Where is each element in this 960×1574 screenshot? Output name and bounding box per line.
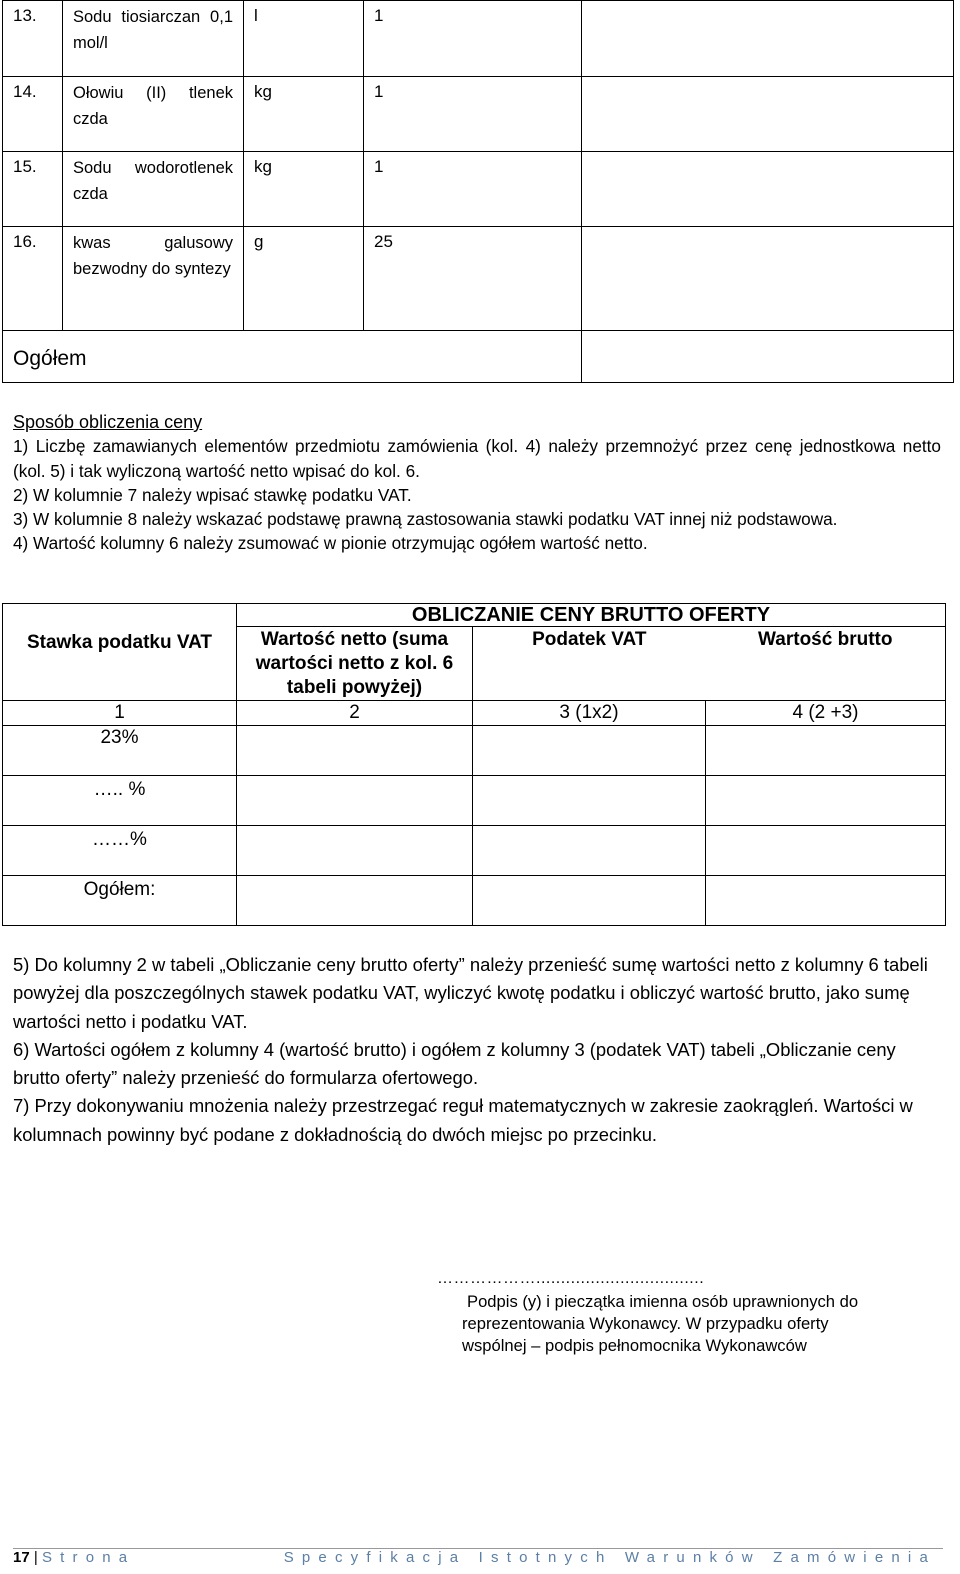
row-number: 16. [3,227,63,331]
note-item: 7) Przy dokonywaniu mnożenia należy przestrzegać reguł matematycznych w zakresie zaokrągleń. Wartości w kolumnach powinny być podane z dokładnością do dwóch miejsc po przecinku. [13,1095,913,1145]
document-title: Specyfikacja Istotnych Warunków Zamówienia [283,1549,936,1566]
item-unit: g [244,227,364,331]
vat-total-cell [473,876,706,926]
table-row [3,227,954,331]
column-numbers-row [3,701,946,726]
vat-rate: ……% [3,826,237,876]
item-name: Sodu tiosiarczan 0,1 mol/l [63,1,244,77]
item-unit: l [244,1,364,77]
header-gross-value: Wartość brutto [706,627,946,701]
table-row [3,152,954,227]
vat-amount-cell [473,726,706,776]
rule-item: 1) Liczbę zamawianych elementów przedmiotu zamówienia (kol. 4) należy przemnożyć przez cenę jednostkowa netto (kol. 5) i tak wyliczoną wartość netto wpisać do kol. 6. [13,436,941,481]
rule-item: 3) W kolumnie 8 należy wskazać podstawę prawną zastosowania stawki podatku VAT innej niż podstawowa. [13,509,838,530]
item-name: Sodu wodorotlenek czda [63,152,244,227]
item-quantity: 1 [364,152,582,227]
total-row [3,876,946,926]
vat-amount-cell [473,776,706,826]
item-quantity: 1 [364,77,582,152]
column-number: 4 (2 +3) [706,701,946,726]
table-row [3,1,954,77]
item-name: kwas galusowy bezwodny do syntezy [63,227,244,331]
header-vat-rate: Stawka podatku VAT [3,604,237,701]
items-table [2,0,954,383]
table-row [3,776,946,826]
rule-item: 4) Wartość kolumny 6 należy zsumować w pionie otrzymując ogółem wartość netto. [13,533,648,554]
item-quantity: 1 [364,1,582,77]
gross-value-cell [706,826,946,876]
net-value-cell [237,726,473,776]
header-net-value: Wartość netto (suma wartości netto z kol. 6 tabeli powyżej) [237,627,473,701]
page-label: Strona [41,1549,136,1566]
table-row [3,726,946,776]
column-number: 2 [237,701,473,726]
table-title: OBLICZANIE CENY BRUTTO OFERTY [237,604,946,627]
total-value-cell [582,331,954,383]
column-number: 3 (1x2) [473,701,706,726]
column-number: 1 [3,701,237,726]
page-footer [13,1549,943,1566]
note-item: 6) Wartości ogółem z kolumny 4 (wartość brutto) i ogółem z kolumny 3 (podatek VAT) tabeli „Obliczanie ceny brutto oferty” należy przenieść do formularza ofertowego. [13,1038,896,1089]
page-number: 17 [13,1549,30,1566]
signature-line: ……………….................................. [437,1270,705,1287]
footer-separator: | [33,1549,38,1566]
empty-cell [582,152,954,227]
empty-cell [582,77,954,152]
price-calculation-rules [13,410,941,556]
item-quantity: 25 [364,227,582,331]
net-value-cell [237,826,473,876]
header-vat-amount: Podatek VAT [473,627,706,701]
table-row [3,826,946,876]
total-label: Ogółem: [3,876,237,926]
gross-price-table [2,603,946,926]
total-row [3,331,954,383]
vat-rate: 23% [3,726,237,776]
gross-value-cell [706,726,946,776]
table-row [3,77,954,152]
total-label: Ogółem [3,331,582,383]
rule-item: 2) W kolumnie 7 należy wpisać stawkę podatku VAT. [13,484,412,505]
row-number: 14. [3,77,63,152]
signature-caption-line: reprezentowania Wykonawcy. W przypadku oferty [462,1314,829,1333]
signature-caption-line: wspólnej – podpis pełnomocnika Wykonawców [462,1336,807,1355]
note-item: 5) Do kolumny 2 w tabeli „Obliczanie ceny brutto oferty” należy przenieść sumę wartości netto z kolumny 6 tabeli powyżej dla poszczególnych stawek podatku VAT, wyliczyć kwotę podatku i obliczyć wartość brutto, jako sumę wartości netto i podatku VAT. [13,954,928,1032]
signature-caption [462,1291,932,1357]
notes [13,951,943,1149]
row-number: 15. [3,152,63,227]
vat-rate: ….. % [3,776,237,826]
rules-heading: Sposób obliczenia ceny [13,412,203,432]
gross-value-cell [706,776,946,826]
table-title-row [3,604,946,627]
item-unit: kg [244,77,364,152]
item-name: Ołowiu (II) tlenek czda [63,77,244,152]
item-unit: kg [244,152,364,227]
empty-cell [582,227,954,331]
net-total-cell [237,876,473,926]
signature-caption-line: Podpis (y) i pieczątka imienna osób uprawnionych do [467,1292,859,1311]
vat-amount-cell [473,826,706,876]
net-value-cell [237,776,473,826]
empty-cell [582,1,954,77]
row-number: 13. [3,1,63,77]
gross-total-cell [706,876,946,926]
